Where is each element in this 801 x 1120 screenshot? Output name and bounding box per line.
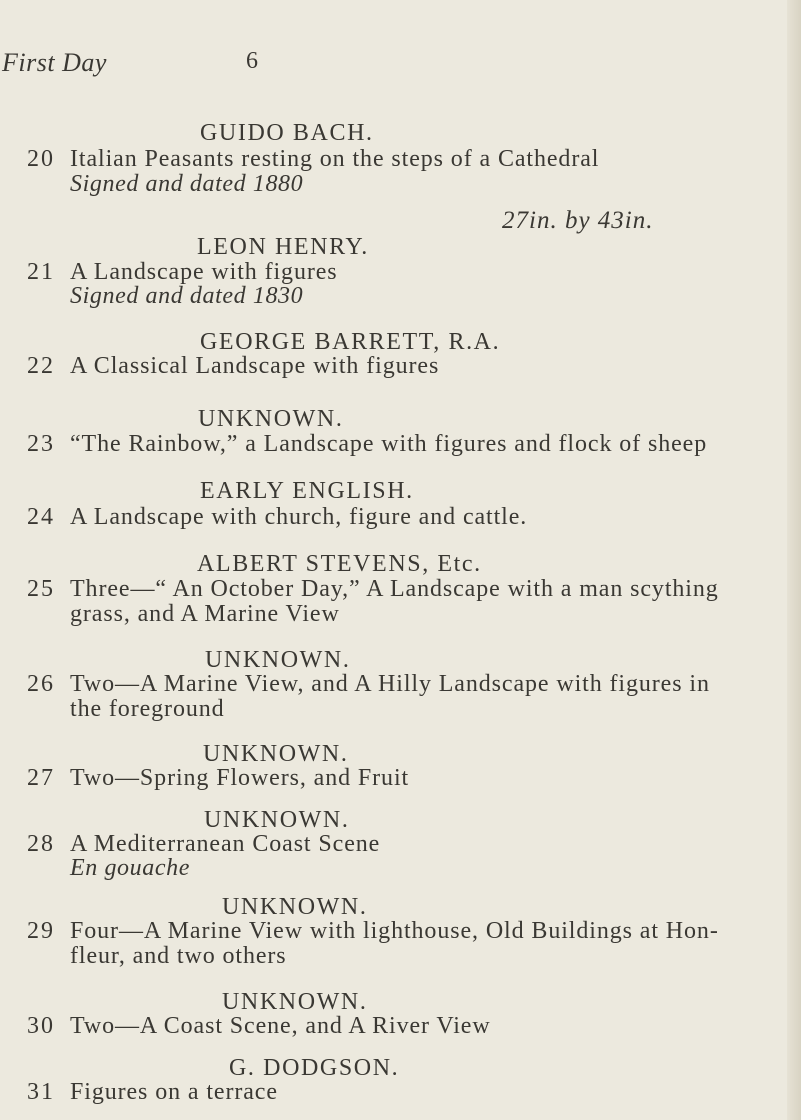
page-edge xyxy=(787,0,801,1120)
lot-note: En gouache xyxy=(70,855,190,881)
lot-description: A Classical Landscape with figures xyxy=(70,353,440,379)
lot-artist: ALBERT STEVENS, Etc. xyxy=(197,551,482,577)
lot-artist: UNKNOWN. xyxy=(222,894,368,920)
lot-description: A Mediterranean Coast Scene xyxy=(70,831,381,857)
lot-note: Signed and dated 1830 xyxy=(70,283,304,309)
lot-number: 23 xyxy=(27,431,55,457)
lot-artist: UNKNOWN. xyxy=(205,647,351,673)
lot-description: A Landscape with figures xyxy=(70,259,338,285)
lot-number: 20 xyxy=(27,146,55,172)
lot-artist: UNKNOWN. xyxy=(204,807,350,833)
lot-number: 26 xyxy=(27,671,55,697)
lot-number: 22 xyxy=(27,353,55,379)
lot-number: 24 xyxy=(27,504,55,530)
lot-size: 27in. by 43in. xyxy=(502,207,654,234)
lot-number: 21 xyxy=(27,259,55,285)
lot-description: A Landscape with church, figure and cattle. xyxy=(70,504,528,530)
lot-artist: UNKNOWN. xyxy=(222,989,368,1015)
lot-description: Three—“ An October Day,” A Landscape with a man scything xyxy=(70,576,719,602)
lot-number: 25 xyxy=(27,576,55,602)
lot-description-continued: fleur, and two others xyxy=(70,943,287,969)
lot-artist: GEORGE BARRETT, R.A. xyxy=(200,329,501,355)
sale-day-title: First Day xyxy=(2,48,107,77)
lot-artist: GUIDO BACH. xyxy=(200,120,374,146)
lot-description: Italian Peasants resting on the steps of a Cathedral xyxy=(70,146,600,172)
lot-number: 31 xyxy=(27,1079,55,1105)
lot-description-continued: grass, and A Marine View xyxy=(70,601,340,627)
lot-description: Two—A Coast Scene, and A River View xyxy=(70,1013,491,1039)
lot-description: Two—A Marine View, and A Hilly Landscape with figures in xyxy=(70,671,710,697)
lot-artist: UNKNOWN. xyxy=(203,741,349,767)
lot-artist: LEON HENRY. xyxy=(197,234,369,260)
lot-note: Signed and dated 1880 xyxy=(70,171,304,197)
lot-description: “The Rainbow,” a Landscape with figures and flock of sheep xyxy=(70,431,708,457)
lot-number: 28 xyxy=(27,831,55,857)
lot-artist: EARLY ENGLISH. xyxy=(200,478,414,504)
lot-description: Figures on a terrace xyxy=(70,1079,278,1105)
lot-description: Four—A Marine View with lighthouse, Old Buildings at Hon- xyxy=(70,918,719,944)
lot-number: 27 xyxy=(27,765,55,791)
lot-description-continued: the foreground xyxy=(70,696,225,722)
lot-description: Two—Spring Flowers, and Fruit xyxy=(70,765,410,791)
lot-number: 30 xyxy=(27,1013,55,1039)
lot-number: 29 xyxy=(27,918,55,944)
page-number: 6 xyxy=(246,48,258,74)
lot-artist: UNKNOWN. xyxy=(198,406,344,432)
page-header xyxy=(0,48,801,88)
lot-artist: G. DODGSON. xyxy=(229,1055,400,1081)
